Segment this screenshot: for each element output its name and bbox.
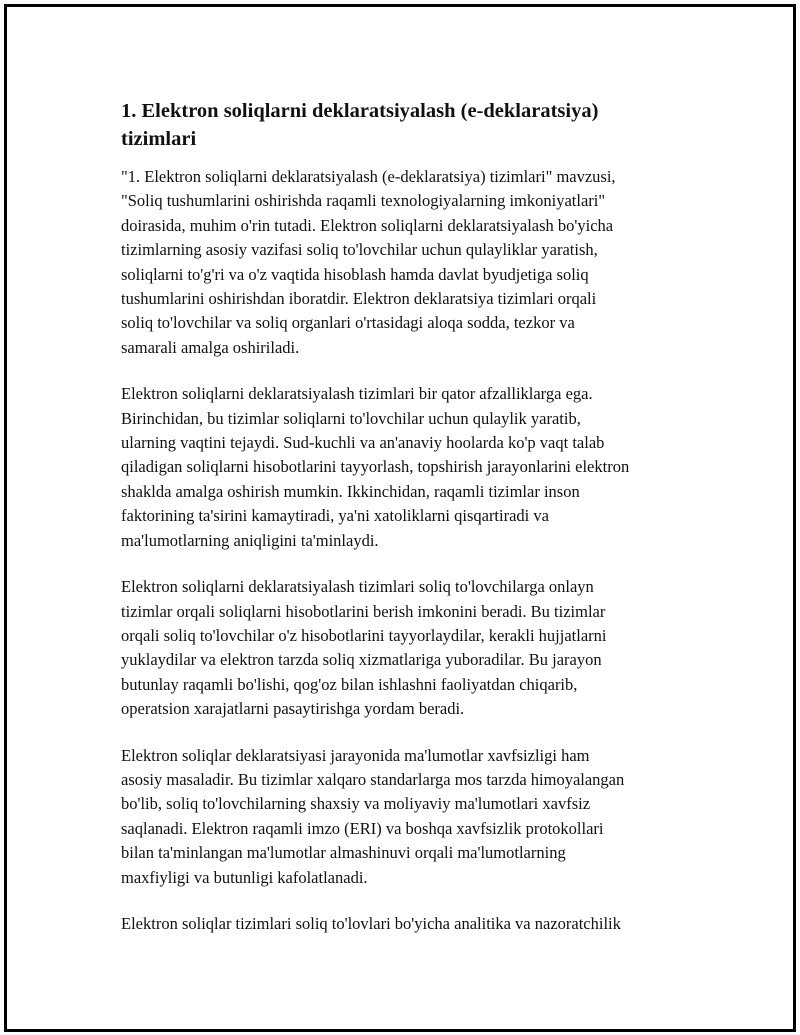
document-content — [121, 97, 701, 936]
text-line: doirasida, muhim o'rin tutadi. Elektron soliqlarni deklaratsiyalash bo'yicha — [121, 215, 614, 235]
text-line: soliq to'lovchilar va soliq organlari o'rtasidagi aloqa sodda, tezkor va — [121, 313, 575, 333]
text-line: bo'lib, soliq to'lovchilarning shaxsiy va moliyaviy ma'lumotlari xavfsiz — [121, 794, 591, 814]
title-line: tizimlari — [121, 128, 197, 150]
text-line: shaklda amalga oshirish mumkin. Ikkinchidan, raqamli tizimlar inson — [121, 481, 580, 501]
text-line: Elektron soliqlarni deklaratsiyalash tizimlari soliq to'lovchilarga onlayn — [121, 577, 594, 597]
text-line: ma'lumotlarning aniqligini ta'minlaydi. — [121, 530, 379, 550]
paragraph-1 — [121, 165, 701, 360]
text-line: Elektron soliqlar deklaratsiyasi jarayonida ma'lumotlar xavfsizligi ham — [121, 745, 590, 765]
text-line: butunlay raqamli bo'lishi, qog'oz bilan ishlashni faoliyatdan chiqarib, — [121, 674, 578, 694]
text-line: tizimlarning asosiy vazifasi soliq to'lovchilar uchun qulayliklar yaratish, — [121, 240, 598, 260]
text-line: qiladigan soliqlarni hisobotlarini tayyorlash, topshirish jarayonlarini elektron — [121, 457, 630, 477]
text-line: tizimlar orqali soliqlarni hisobotlarini berish imkonini beradi. Bu tizimlar — [121, 601, 606, 621]
text-line: operatsion xarajatlarni pasaytirishga yordam beradi. — [121, 699, 465, 719]
text-line: saqlanadi. Elektron raqamli imzo (ERI) va boshqa xavfsizlik protokollari — [121, 818, 604, 838]
text-line: maxfiyligi va butunligi kafolatlanadi. — [121, 867, 368, 887]
paragraph-2 — [121, 382, 701, 553]
paragraph-5 — [121, 912, 701, 936]
document-title — [121, 97, 701, 153]
text-line: soliqlarni to'g'ri va o'z vaqtida hisoblash hamda davlat byudjetiga soliq — [121, 264, 589, 284]
text-line: orqali soliq to'lovchilar o'z hisobotlarini tayyorlaydilar, kerakli hujjatlarni — [121, 625, 607, 645]
text-line: faktorining ta'sirini kamaytiradi, ya'ni xatoliklarni qisqartiradi va — [121, 506, 549, 526]
text-line: samarali amalga oshiriladi. — [121, 337, 300, 357]
text-line: Elektron soliqlar tizimlari soliq to'lovlari bo'yicha analitika va nazoratchilik — [121, 913, 621, 933]
text-line: tushumlarini oshirishdan iboratdir. Elektron deklaratsiya tizimlari orqali — [121, 289, 597, 309]
text-line: ularning vaqtini tejaydi. Sud-kuchli va an'anaviy hoolarda ko'p vaqt talab — [121, 433, 605, 453]
text-line: Birinchidan, bu tizimlar soliqlarni to'lovchilar uchun qulaylik yaratib, — [121, 408, 581, 428]
paragraph-4 — [121, 744, 701, 890]
text-line: yuklaydilar va elektron tarzda soliq xizmatlariga yuboradilar. Bu jarayon — [121, 650, 602, 670]
text-line: "1. Elektron soliqlarni deklaratsiyalash (e-deklaratsiya) tizimlari" mavzusi, — [121, 167, 616, 186]
title-line: 1. Elektron soliqlarni deklaratsiyalash (e-deklaratsiya) — [121, 100, 599, 122]
text-line: asosiy masaladir. Bu tizimlar xalqaro standarlarga mos tarzda himoyalangan — [121, 769, 625, 789]
document-page — [4, 4, 796, 1032]
text-line: Elektron soliqlarni deklaratsiyalash tizimlari bir qator afzalliklarga ega. — [121, 384, 593, 404]
paragraph-3 — [121, 575, 701, 721]
text-line: bilan ta'minlangan ma'lumotlar almashinuvi orqali ma'lumotlarning — [121, 843, 566, 863]
text-line: "Soliq tushumlarini oshirishda raqamli texnologiyalarning imkoniyatlari" — [121, 191, 606, 211]
